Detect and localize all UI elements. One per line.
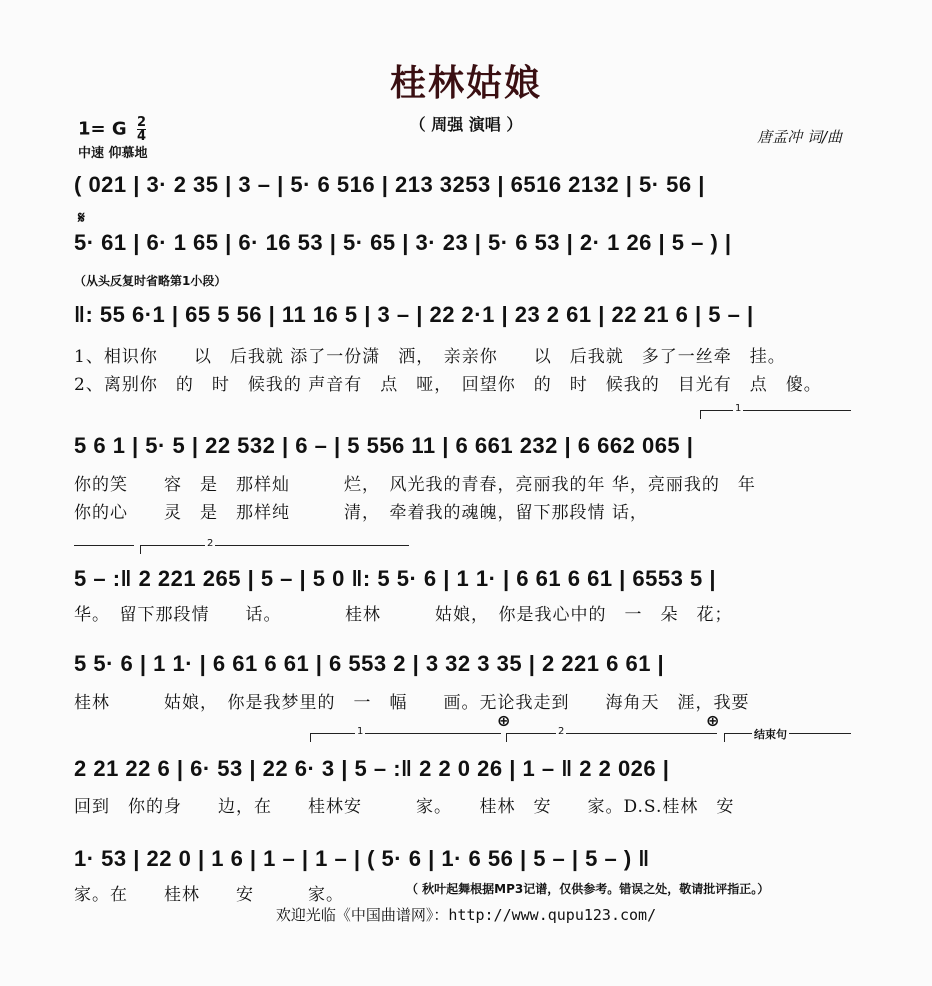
segno-icon: 𝄋 xyxy=(78,208,85,227)
key-label: 1= G xyxy=(78,118,127,140)
website-credit: 欢迎光临《中国曲谱网》：http://www.qupu123.com/ xyxy=(275,906,657,924)
coda-icon-2: ⊕ xyxy=(706,711,720,730)
coda-icon: ⊕ xyxy=(497,711,511,730)
volta-label-1b: 1 xyxy=(357,726,364,737)
notation-row-5: 5 – :‖ 2 221 265 | 5 – | 5 0 ‖: 5 5· 6 | 1 1· | 6 61 6 61 | 6553 5 | xyxy=(74,566,716,591)
volta-bracket-1 xyxy=(700,410,851,419)
notation-row-4: 5 6 1 | 5· 5 | 22 532 | 6 – | 5 556 11 | 6 661 232 | 6 662 065 | xyxy=(74,433,694,458)
volta-label-2b: 2 xyxy=(558,726,565,737)
singer-credit: （ 周强 演唱 ） xyxy=(409,115,523,134)
repeat-note: （从头反复时省略第1小段） xyxy=(74,274,227,288)
time-denominator: 4 xyxy=(136,129,146,144)
volta-label-1: 1 xyxy=(735,403,742,414)
time-numerator: 2 xyxy=(136,115,146,130)
lyrics-row-8: 家。在 桂林 安 家。 xyxy=(74,885,344,905)
notation-row-3: ‖: 55 6·1 | 65 5 56 | 11 16 5 | 3 – | 22 2·1 | 23 2 61 | 22 21 6 | 5 – | xyxy=(74,302,754,327)
tempo-marking: 中速 仰慕地 xyxy=(78,146,148,161)
key-signature xyxy=(78,116,146,143)
lyrics-row-7: 回到 你的身 边，在 桂林安 家。 桂林 安 家。D.S.桂林 安 xyxy=(74,797,735,817)
lyrics-row-4a: 你的笑 容 是 那样灿 烂， 风光我的青春，亮丽我的年 华，亮丽我的 年 xyxy=(74,475,756,495)
volta-bracket-1b xyxy=(310,733,501,742)
time-signature xyxy=(137,116,146,143)
transcriber-note: （ 秋叶起舞根据MP3记谱，仅供参考。错误之处，敬请批评指正。） xyxy=(406,882,770,896)
lyrics-row-4b: 你的心 灵 是 那样纯 清， 牵着我的魂魄，留下那段情 话， xyxy=(74,503,648,523)
lyrics-row-5: 华。 留下那段情 话。 桂林 姑娘， 你是我心中的 一 朵 花； xyxy=(74,605,733,625)
volta-bracket-2 xyxy=(140,545,409,554)
notation-row-1: ( 021 | 3· 2 35 | 3 – | 5· 6 516 | 213 3253 | 6516 2132 | 5· 56 | xyxy=(74,172,705,197)
author-credit: 唐孟冲 词/曲 xyxy=(757,128,842,146)
notation-row-8: 1· 53 | 22 0 | 1 6 | 1 – | 1 – | ( 5· 6 | 1· 6 56 | 5 – | 5 – ) ‖ xyxy=(74,846,650,871)
ending-label: 结束句 xyxy=(754,728,787,741)
notation-row-6: 5 5· 6 | 1 1· | 6 61 6 61 | 6 553 2 | 3 32 3 35 | 2 221 6 61 | xyxy=(74,651,665,676)
volta-bracket-2b xyxy=(506,733,717,742)
lyrics-row-6: 桂林 姑娘， 你是我梦里的 一 幅 画。无论我走到 海角天 涯，我要 xyxy=(74,693,750,713)
volta-bracket-1-continuation xyxy=(74,545,134,546)
notation-row-7: 2 21 22 6 | 6· 53 | 22 6· 3 | 5 – :‖ 2 2 0 26 | 1 – ‖ 2 2 026 | xyxy=(74,756,670,781)
notation-row-2: 5· 61 | 6· 1 65 | 6· 16 53 | 5· 65 | 3· 23 | 5· 6 53 | 2· 1 26 | 5 – ) | xyxy=(74,230,732,255)
volta-label-2: 2 xyxy=(207,538,214,549)
song-title: 桂林姑娘 xyxy=(389,63,542,104)
lyrics-verse-1: 1、相识你 以 后我就 添了一份潇 洒， 亲亲你 以 后我就 多了一丝牵 挂。 xyxy=(74,347,786,367)
lyrics-verse-2: 2、离别你 的 时 候我的 声音有 点 哑， 回望你 的 时 候我的 目光有 点 傻。 xyxy=(74,375,822,395)
